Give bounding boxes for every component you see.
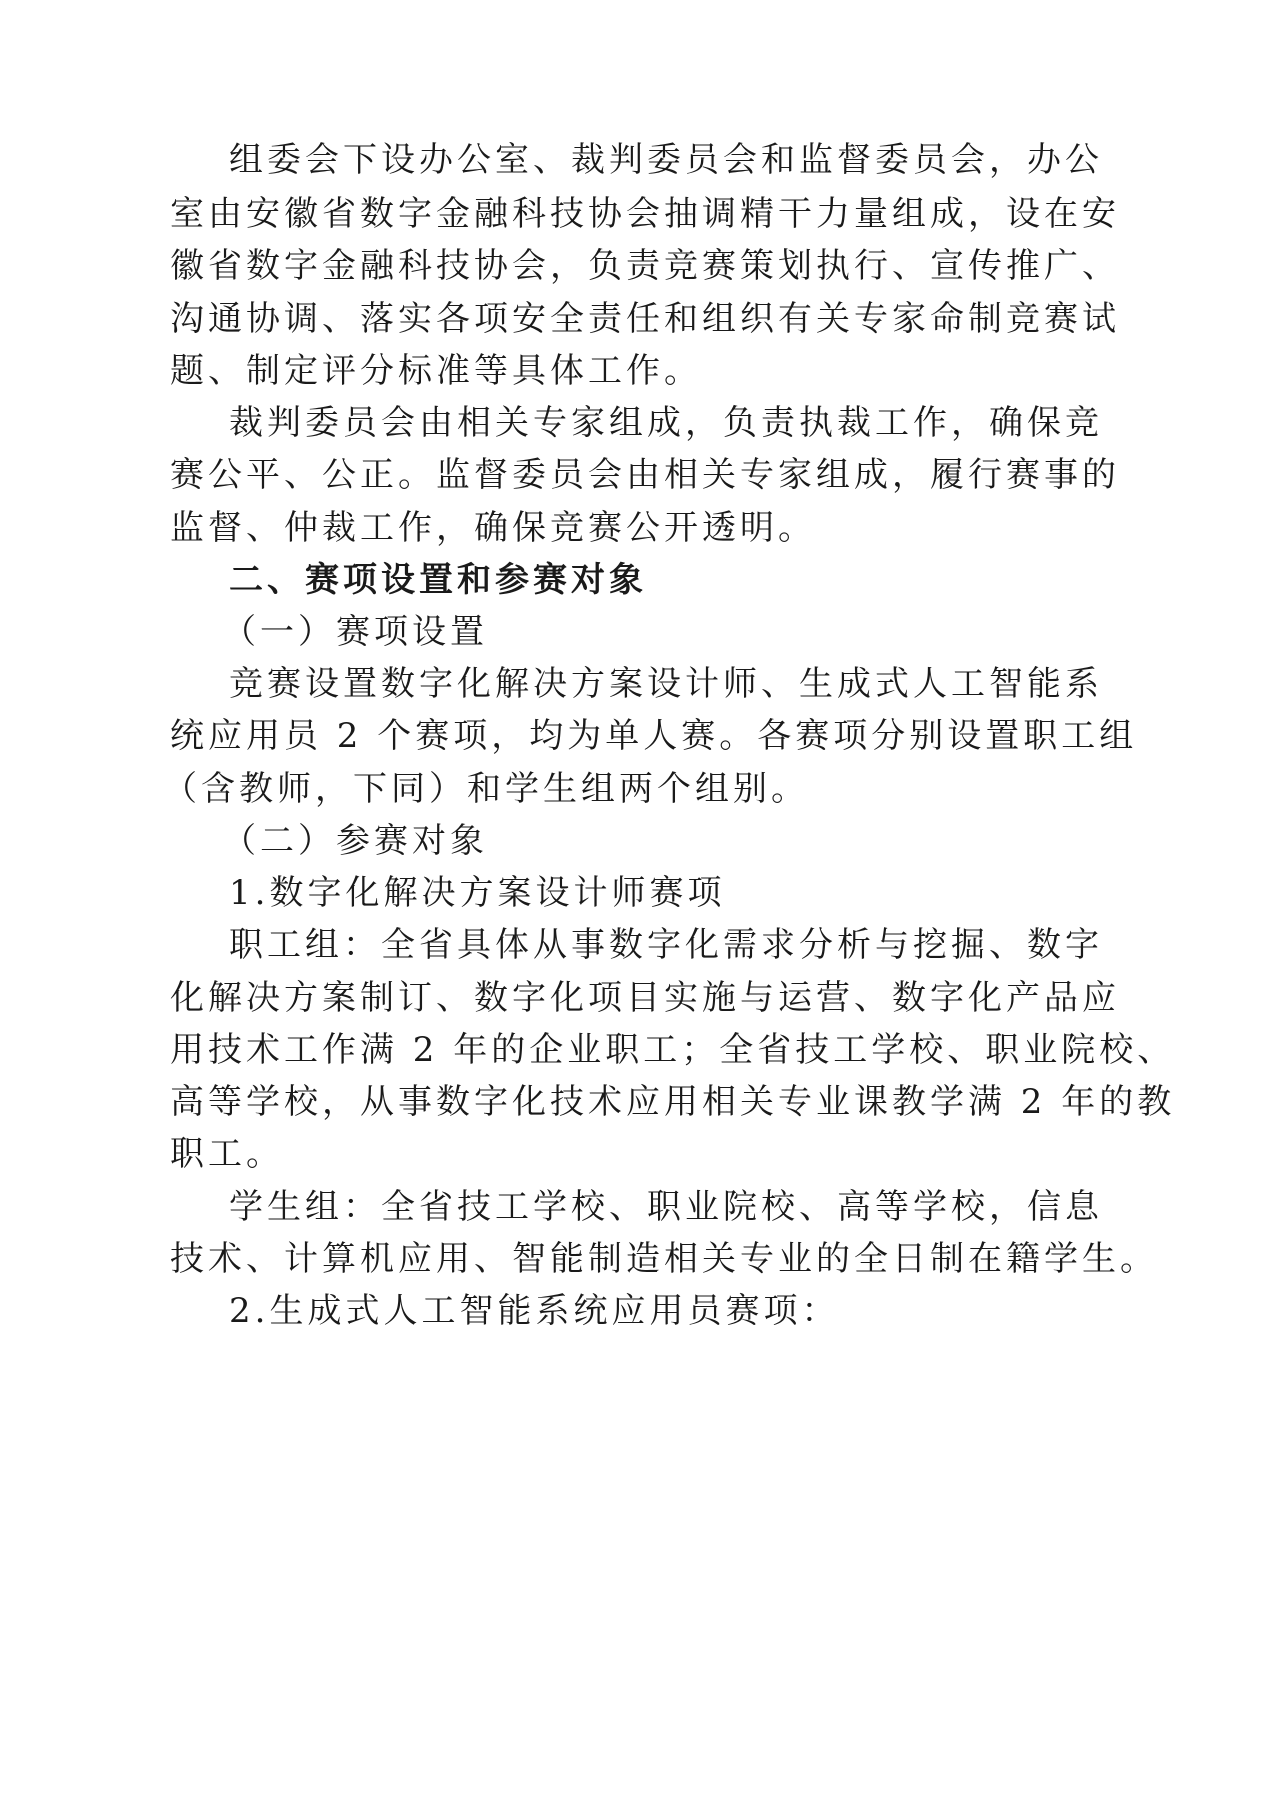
item1-staff-line3: 用技术工作满 2 年的企业职工；全省技工学校、职业院校、 (170, 1030, 1176, 1070)
item1-staff-line4: 高等学校，从事数字化技术应用相关专业课教学满 2 年的教 (170, 1082, 1176, 1122)
para1-line1: 组委会下设办公室、裁判委员会和监督委员会，办公 (229, 140, 1103, 180)
sub1-line3: （含教师，下同）和学生组两个组别。 (163, 769, 809, 809)
item1-staff-line2: 化解决方案制订、数字化项目实施与运营、数字化产品应 (170, 978, 1120, 1018)
item1-students-line1: 学生组：全省技工学校、职业院校、高等学校，信息 (229, 1187, 1103, 1227)
sub1-line2: 统应用员 2 个赛项，均为单人赛。各赛项分别设置职工组 (170, 716, 1138, 756)
item1-staff-line1: 职工组：全省具体从事数字化需求分析与挖掘、数字 (229, 925, 1103, 965)
item1-staff-line5: 职工。 (170, 1134, 284, 1174)
item2-heading: 2.生成式人工智能系统应用员赛项： (229, 1291, 840, 1331)
para1-line2: 室由安徽省数字金融科技协会抽调精干力量组成，设在安 (170, 194, 1120, 234)
subsection-heading-1: （一）赛项设置 (222, 612, 488, 652)
item1-students-line2: 技术、计算机应用、智能制造相关专业的全日制在籍学生。 (170, 1239, 1158, 1279)
para2-line2: 赛公平、公正。监督委员会由相关专家组成，履行赛事的 (170, 455, 1120, 495)
para2-line3: 监督、仲裁工作，确保竞赛公开透明。 (170, 508, 816, 548)
para1-line4: 沟通协调、落实各项安全责任和组织有关专家命制竞赛试 (170, 299, 1120, 339)
para2-line1: 裁判委员会由相关专家组成，负责执裁工作，确保竞 (229, 403, 1103, 443)
para1-line3: 徽省数字金融科技协会，负责竞赛策划执行、宣传推广、 (170, 246, 1120, 286)
sub1-line1: 竞赛设置数字化解决方案设计师、生成式人工智能系 (229, 664, 1103, 704)
subsection-heading-2: （二）参赛对象 (222, 821, 488, 861)
para1-line5: 题、制定评分标准等具体工作。 (170, 351, 702, 391)
section-heading: 二、赛项设置和参赛对象 (229, 560, 647, 600)
item1-heading: 1.数字化解决方案设计师赛项 (229, 873, 726, 913)
